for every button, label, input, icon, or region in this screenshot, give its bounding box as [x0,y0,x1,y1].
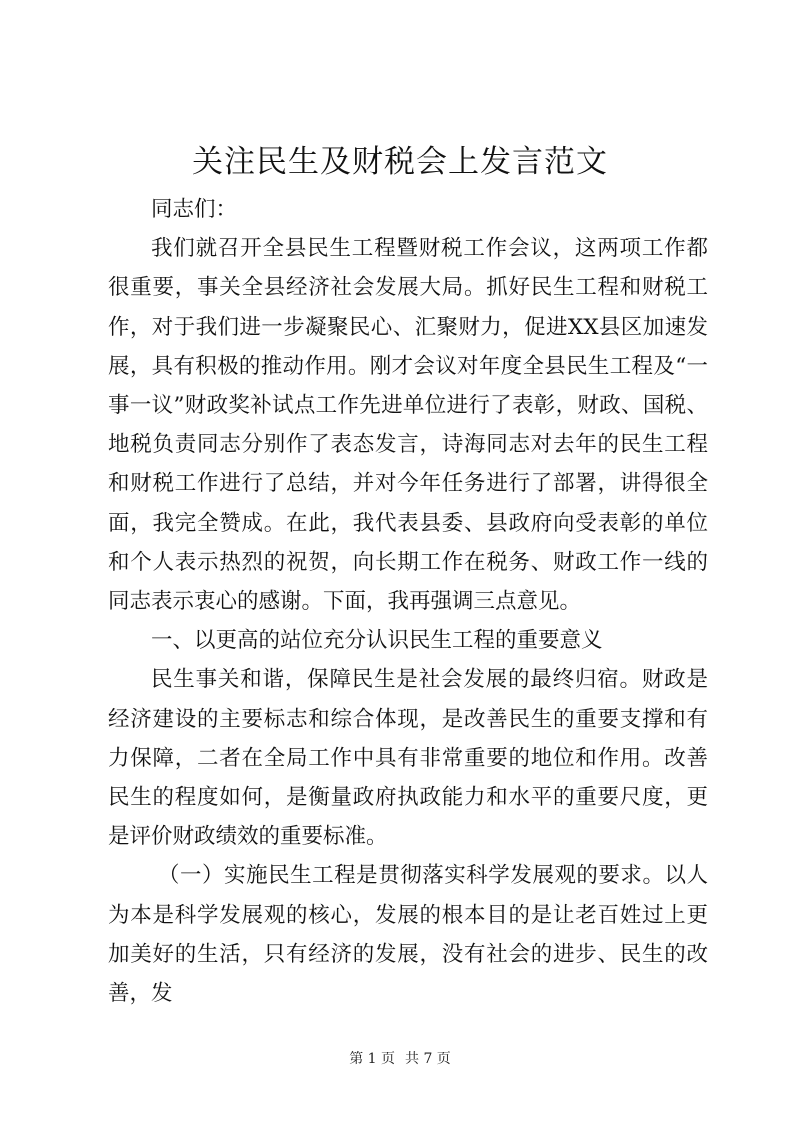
greeting: 同志们： [151,197,238,222]
page-footer [0,1049,800,1069]
page-total: 共 7 页 [405,1051,451,1067]
paragraph-subsection-1: （一）实施民生工程是贯彻落实科学发展观的要求。以人为本是科学发展观的核心，发展的根本目的是让老百姓过上更加美好的生活，只有经济的发展，没有社会的进步、民生的改善，发 [108,863,708,1007]
page-number: 第 1 页 [349,1051,395,1067]
paragraph-section-1: 民生事关和谐，保障民生是社会发展的最终归宿。财政是经济建设的主要标志和综合体现，是改善民生的重要支撑和有力保障，二者在全局工作中具有非常重要的地位和作用。改善民生的程度如何，是衡量政府执政能力和水平的重要尺度，更是评价财政绩效的重要标准。 [108,667,708,850]
document-body [108,190,708,1013]
document-title: 关注民生及财税会上发言范文 [192,144,608,180]
section-heading-1: 一、以更高的站位充分认识民生工程的重要意义 [151,628,603,654]
paragraph-intro: 我们就召开全县民生工程暨财税工作会议，这两项工作都很重要，事关全县经济社会发展大局。抓好民生工程和财税工作，对于我们进一步凝聚民心、汇聚财力，促进XX县区加速发展，具有积极的推动作用。刚才会议对年度全县民生工程及“一事一议”财政奖补试点工作先进单位进行了表彰，财政、国税、地税负责同志分别作了表态发言，诗海同志对去年的民生工程和财税工作进行了总结，并对今年任务进行了部署，讲得很全面，我完全赞成。在此，我代表县委、县政府向受表彰的单位和个人表示热烈的祝贺，向长期工作在税务、财政工作一线的同志表示衷心的感谢。下面，我再强调三点意见。 [108,236,708,615]
